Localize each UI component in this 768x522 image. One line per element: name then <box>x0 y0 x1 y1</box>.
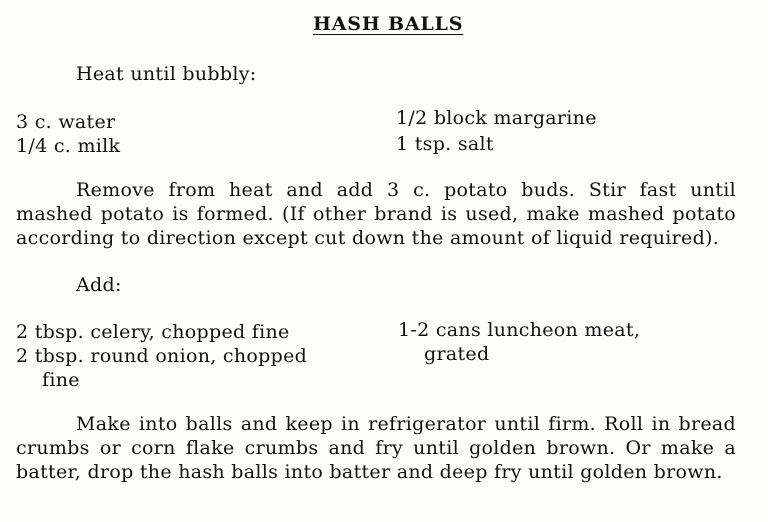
step-add-intro: Add: <box>76 274 122 296</box>
ingredient-salt: 1 tsp. salt <box>396 133 494 155</box>
ingredient-onion: 2 tbsp. round onion, chopped <box>16 345 308 367</box>
step-balls-paragraph: Make into balls and keep in refrigerator until firm. Roll in bread crumbs or corn flake crumbs and fry until golden brown. Or make a batter, drop the hash balls into batter and deep fry until golden brown. <box>16 413 736 483</box>
ingredient-luncheon-meat-cont: grated <box>424 343 490 365</box>
ingredient-luncheon-meat: 1-2 cans luncheon meat, <box>398 319 641 341</box>
ingredient-onion-cont: fine <box>42 369 80 391</box>
step-potato-paragraph: Remove from heat and add 3 c. potato buds. Stir fast until mashed potato is formed. (If other brand is used, make mashed potato according to direction except cut down the amount of liquid required). <box>16 179 736 249</box>
ingredient-margarine: 1/2 block margarine <box>396 107 597 129</box>
step-heat-intro: Heat until bubbly: <box>76 63 257 85</box>
ingredient-celery: 2 tbsp. celery, chopped fine <box>16 321 290 343</box>
ingredient-water: 3 c. water <box>16 111 116 133</box>
recipe-title: HASH BALLS <box>313 13 464 35</box>
ingredient-milk: 1/4 c. milk <box>16 135 121 157</box>
